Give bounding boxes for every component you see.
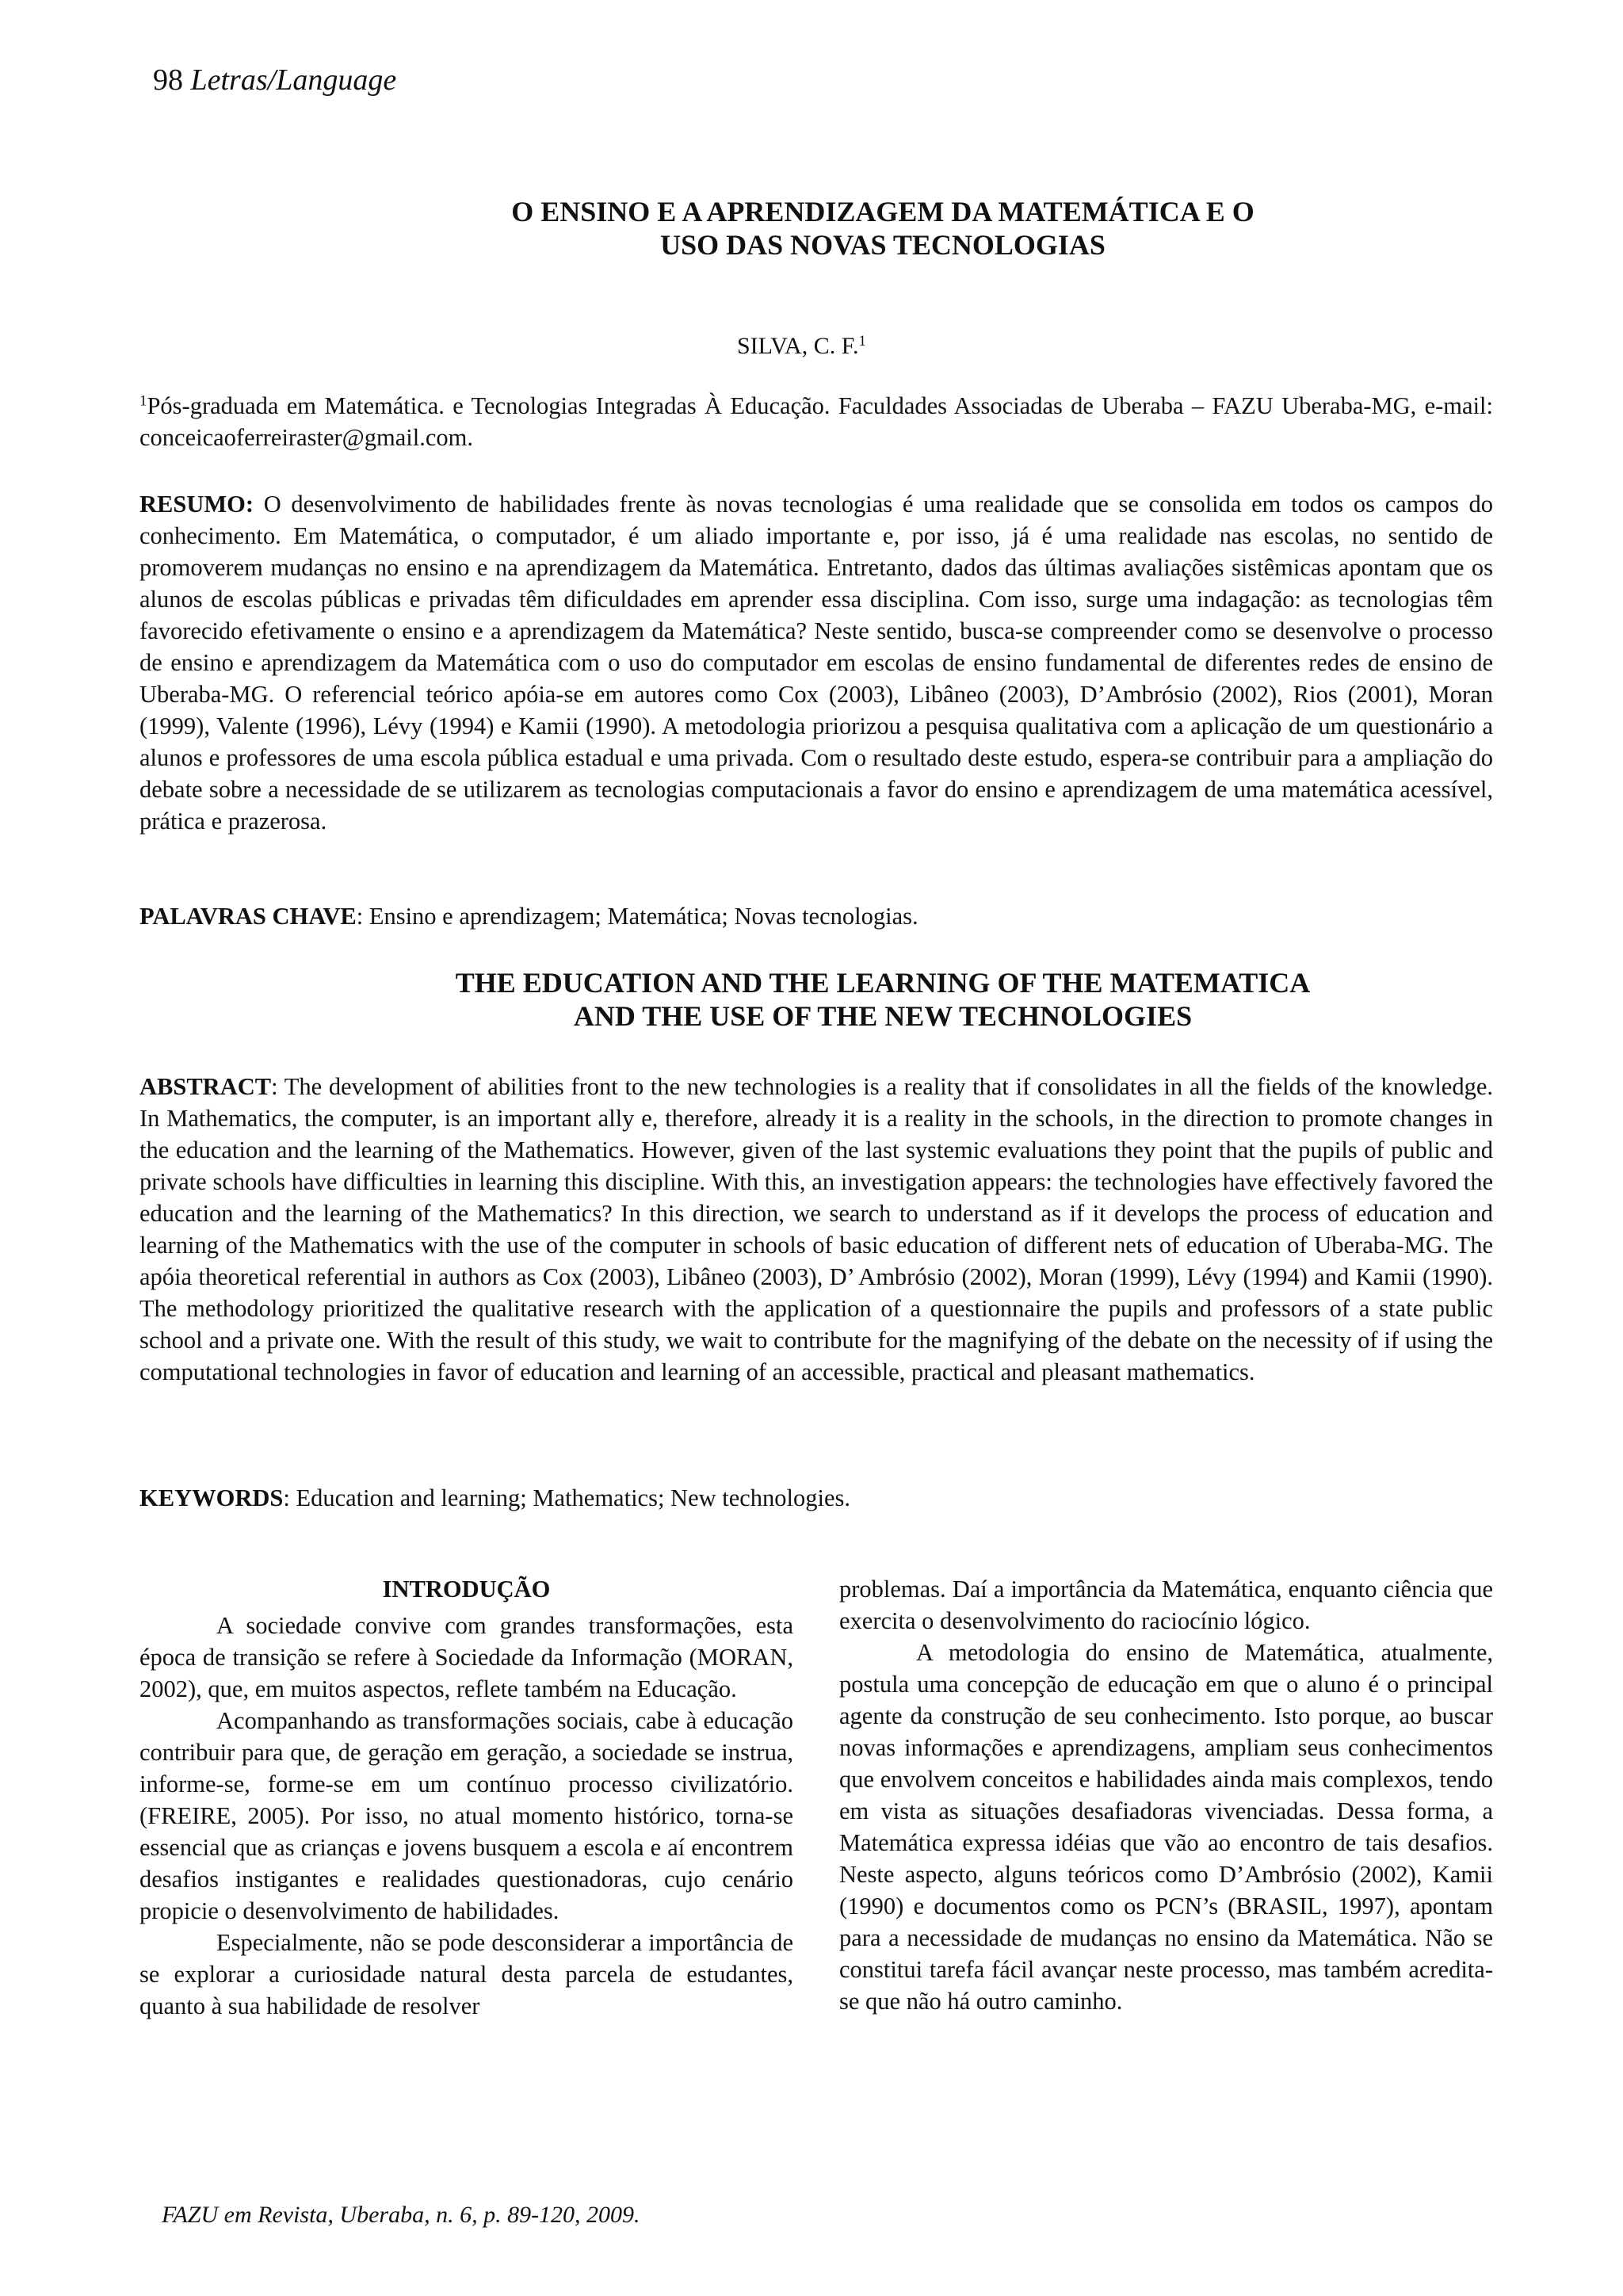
resumo-text: O desenvolvimento de habilidades frente às novas tecnologias é uma realidade que se consolida em todos os campos do conhecimento. Em Matemática, o computador, é um aliado importante e, por isso, já é uma realidade nas escolas, no sentido de promoverem mudanças no ensino e na aprendizagem da Matemática. Entretanto, dados das últimas avaliações sistêmicas apontam que os alunos de escolas públicas e privadas têm dificuldades em aprender essa disciplina. Com isso, surge uma indagação: as tecnologias têm favorecido efetivamente o ensino e a aprendizagem da Matemática? Neste sentido, busca-se compreender como se desenvolve o processo de ensino e aprendizagem da Matemática com o uso do computador em escolas de ensino fundamental de diferentes redes de ensino de Uberaba-MG. O referencial teórico apóia-se em autores como Cox (2003), Libâneo (2003), D’Ambrósio (2002), Rios (2001), Moran (1999), Valente (1996), Lévy (1994) e Kamii (1990). A metodologia priorizou a pesquisa qualitativa com a aplicação de um questionário a alunos e professores de uma escola pública estadual e uma privada. Com o resultado deste estudo, espera-se contribuir para a ampliação do debate sobre a necessidade de se utilizarem as tecnologias computacionais a favor do ensino e aprendizagem de uma matemática acessível, prática e prazerosa. bbox=[139, 491, 1493, 835]
abstract bbox=[139, 1071, 1493, 1388]
running-header bbox=[153, 65, 396, 95]
abstract-label: ABSTRACT bbox=[139, 1073, 272, 1100]
keywords bbox=[139, 1482, 1493, 1514]
author bbox=[737, 333, 866, 360]
keywords-label: KEYWORDS bbox=[139, 1484, 284, 1511]
title-portuguese-line-2: USO DAS NOVAS TECNOLOGIAS bbox=[660, 229, 1106, 261]
left-column bbox=[139, 1573, 793, 2022]
title-portuguese-line-1: O ENSINO E A APRENDIZAGEM DA MATEMÁTICA E O bbox=[511, 196, 1254, 227]
right-column bbox=[839, 1573, 1493, 2017]
keywords-text: : Education and learning; Mathematics; New technologies. bbox=[283, 1484, 851, 1511]
intro-paragraph-3: Especialmente, não se pode desconsiderar a importância de se explorar a curiosidade natural desta parcela de estudantes, quanto à sua habilidade de resolver bbox=[139, 1929, 793, 2019]
title-english-line-2: AND THE USE OF THE NEW TECHNOLOGIES bbox=[573, 1000, 1193, 1032]
affiliation-text: Pós-graduada em Matemática. e Tecnologias Integradas À Educação. Faculdades Associadas de Uberaba – FAZU Uberaba-MG, e-mail: conceicaoferreiraster@gmail.com. bbox=[139, 392, 1493, 451]
palavras-chave-label: PALAVRAS CHAVE bbox=[139, 903, 357, 930]
journal-section: Letras/Language bbox=[190, 63, 397, 97]
intro-paragraph-2: Acompanhando as transformações sociais, cabe à educação contribuir para que, de geração em geração, a sociedade se instrua, informe-se, forme-se em um contínuo processo civilizatório. (FREIRE, 2005). Por isso, no atual momento histórico, torna-se essencial que as crianças e jovens busquem a escola e aí encontrem desafios instigantes e realidades questionadoras, cujo cenário propicie o desenvolvimento de habilidades. bbox=[139, 1707, 793, 1924]
intro-paragraph-1: A sociedade convive com grandes transformações, esta época de transição se refere à Sociedade da Informação (MORAN, 2002), que, em muitos aspectos, reflete também na Educação. bbox=[139, 1612, 793, 1702]
palavras-chave-text: : Ensino e aprendizagem; Matemática; Novas tecnologias. bbox=[356, 903, 918, 930]
page-number: 98 bbox=[153, 63, 183, 97]
author-name: SILVA, C. F. bbox=[737, 333, 859, 359]
intro-heading: INTRODUÇÃO bbox=[382, 1576, 551, 1603]
author-footnote-marker: 1 bbox=[858, 332, 866, 350]
title-english-line-1: THE EDUCATION AND THE LEARNING OF THE MATEMATICA bbox=[455, 967, 1311, 999]
resumo bbox=[139, 488, 1493, 837]
journal-footer: FAZU em Revista, Uberaba, n. 6, p. 89-120, 2009. bbox=[162, 2202, 640, 2228]
affiliation-marker: 1 bbox=[139, 392, 147, 410]
title-portuguese bbox=[139, 195, 1623, 262]
abstract-text: : The development of abilities front to the new technologies is a reality that if consolidates in all the fields of the knowledge. In Mathematics, the computer, is an important ally e, therefore, already it is a reality in the schools, in the direction to promote changes in the education and the learning of the Mathematics. However, given of the last systemic evaluations they point that the pupils of public and private schools have difficulties in learning this discipline. With this, an investigation appears: the technologies have effectively favored the education and the learning of the Mathematics? In this direction, we search to understand as if it develops the process of education and learning of the Mathematics with the use of the computer in schools of basic education of different nets of education of Uberaba-MG. The apóia theoretical referential in authors as Cox (2003), Libâneo (2003), D’ Ambrósio (2002), Moran (1999), Lévy (1994) and Kamii (1990). The methodology prioritized the qualitative research with the application of a questionnaire the pupils and professors of a state public school and a private one. With the result of this study, we wait to contribute for the magnifying of the debate on the necessity of if using the computational technologies in favor of education and learning of an accessible, practical and pleasant mathematics. bbox=[139, 1073, 1493, 1385]
intro-continuation: problemas. Daí a importância da Matemática, enquanto ciência que exercita o desenvolvimento do raciocínio lógico. bbox=[839, 1576, 1493, 1634]
resumo-label: RESUMO: bbox=[139, 491, 254, 518]
title-english bbox=[139, 966, 1623, 1033]
affiliation bbox=[139, 390, 1493, 453]
palavras-chave bbox=[139, 900, 1493, 932]
intro-paragraph-4: A metodologia do ensino de Matemática, atualmente, postula uma concepção de educação em que o aluno é o principal agente da construção de seu conhecimento. Isto porque, ao buscar novas informações e aprendizagens, ampliam seus conhecimentos que envolvem conceitos e habilidades ainda mais complexos, tendo em vista as situações desafiadoras vivenciadas. Dessa forma, a Matemática expressa idéias que vão ao encontro de tais desafios. Neste aspecto, alguns teóricos como D’Ambrósio (2002), Kamii (1990) e documentos como os PCN’s (BRASIL, 1997), apontam para a necessidade de mudanças no ensino da Matemática. Não se constitui tarefa fácil avançar neste processo, mas também acredita-se que não há outro caminho. bbox=[839, 1639, 1493, 2015]
